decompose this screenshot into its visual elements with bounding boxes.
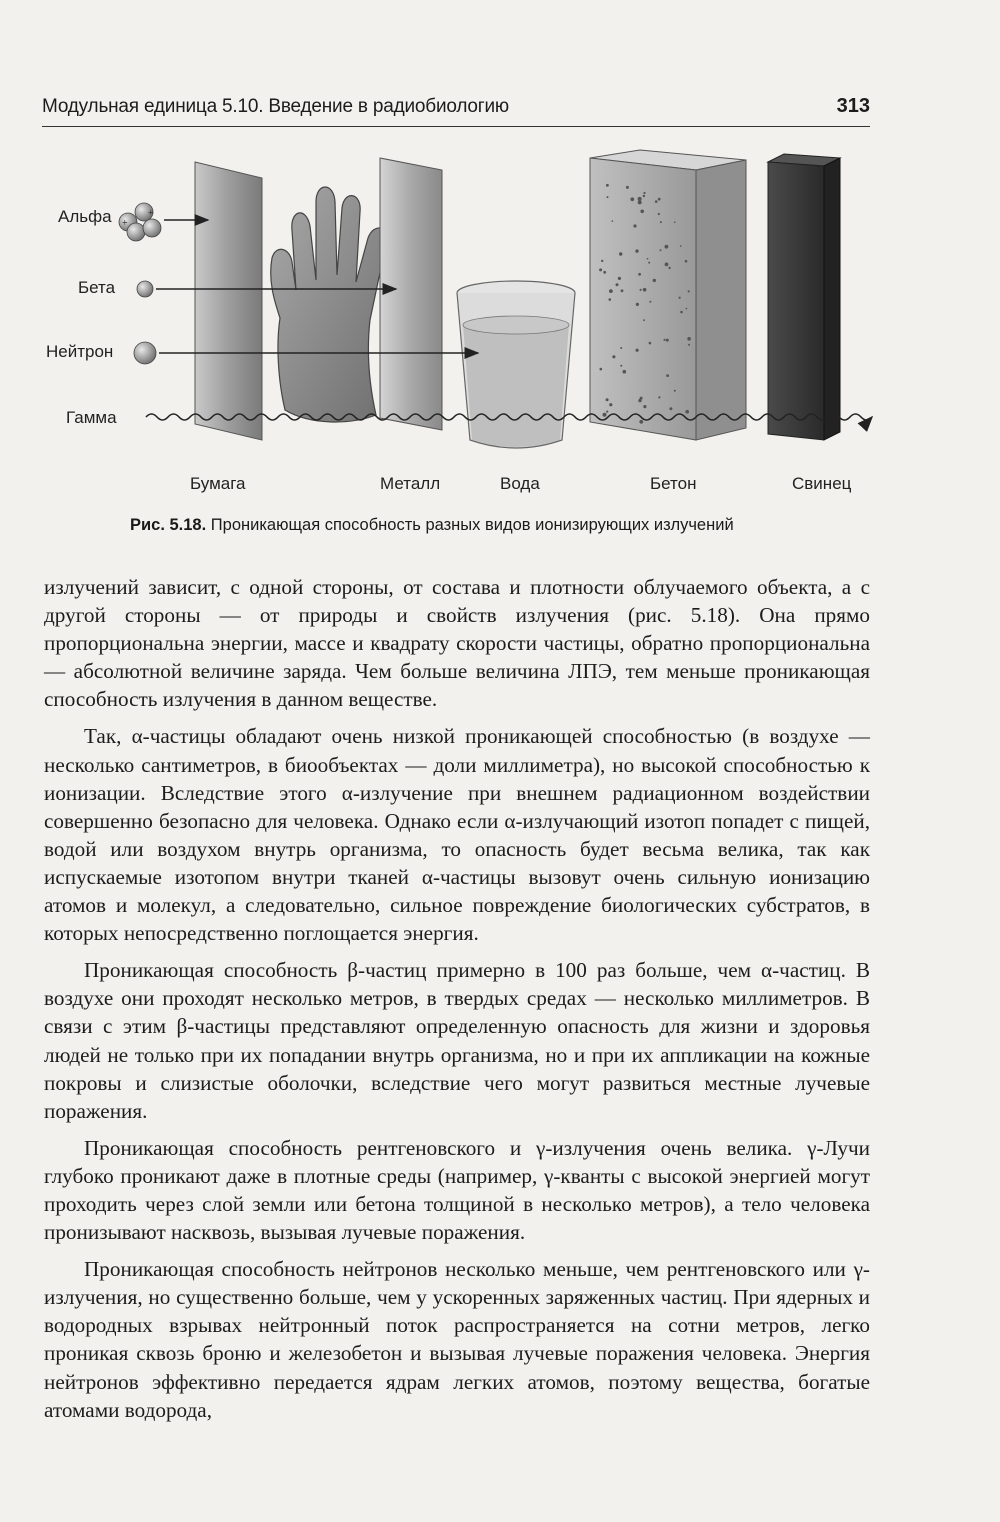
lead-block [768, 154, 840, 440]
alpha-particle [119, 203, 161, 241]
concrete-speckle [643, 195, 645, 197]
concrete-speckle [640, 210, 644, 214]
figure-illustration [40, 140, 880, 510]
paragraph: Проникающая способность β-частиц примерно в 100 раз больше, чем α-частиц. В воздухе они проходят несколько метров, в твердых средах — несколько миллиметров. В связи с этим β-частицы представляют определенную опасность для жизни и здоровья людей не только при их попадании внутрь организма, но и при их аппликации на кожные покровы и слизистые оболочки, вследствие чего могут развиться местные лучевые поражения. [44, 958, 870, 1123]
concrete-speckle [680, 245, 682, 247]
label-gamma: Гамма [66, 408, 117, 427]
figure-caption [130, 516, 870, 535]
concrete-speckle [655, 200, 658, 203]
concrete-speckle [679, 297, 681, 299]
water-glass [457, 281, 575, 448]
concrete-speckle [603, 271, 606, 274]
label-concrete: Бетон [650, 474, 697, 493]
concrete-speckle [688, 290, 690, 292]
concrete-speckle [668, 267, 670, 269]
concrete-speckle [601, 260, 603, 262]
concrete-speckle [658, 396, 660, 398]
paragraph: Проникающая способность нейтронов несколько меньше, чем рентгеновского или γ-излучения, но существенно больше, чем у ускоренных заряженных частиц. При ядерных и водородных взрывах нейтронный поток распространяется на сотни метров, легко проникая сквозь броню и железобетон и вызывая лучевые поражения человека. Энергия нейтронов эффективно передается ядрам легких атомов, поэтому вещества, богатые атомами водорода, [44, 1257, 870, 1422]
concrete-speckle [630, 197, 634, 201]
concrete-speckle [623, 370, 627, 374]
concrete-speckle [643, 288, 647, 292]
concrete-speckle [620, 347, 622, 349]
concrete-speckle [647, 258, 649, 260]
concrete-speckle [660, 221, 662, 223]
concrete-speckle [643, 192, 645, 194]
concrete-speckle [674, 221, 676, 223]
paragraph: Так, α-частицы обладают очень низкой проникающей способностью (в воздухе — несколько сантиметров, в биообъектах — доли миллиметра), но высокой способностью к ионизации. Вследствие этого α-излучение при внешнем радиационном воздействии совершенно безопасно для человека. Однако если α-излучающий изотоп попадет с пищей, водой или воздухом внутрь организма, то опасность будет весьма велика, так как испускаемые изотопом внутри тканей α-частицы вызовут очень сильную ионизацию атомов и молекул, а следовательно, сильное повреждение биологических субстратов, в которых непосредственно поглощается энергия. [44, 724, 870, 946]
concrete-speckle [638, 273, 641, 276]
concrete-speckle [612, 355, 615, 358]
hand-illustration [271, 187, 387, 422]
concrete-speckle [626, 186, 629, 189]
concrete-speckle [638, 399, 641, 402]
concrete-speckle [607, 196, 609, 198]
concrete-speckle [660, 249, 662, 251]
concrete-speckle [666, 339, 669, 342]
concrete-speckle [606, 411, 608, 413]
concrete-speckle [674, 390, 676, 392]
concrete-speckle [658, 213, 660, 215]
concrete-speckle [621, 289, 624, 292]
concrete-speckle [618, 277, 621, 280]
metal-sheet [380, 158, 442, 430]
concrete-speckle [635, 249, 638, 252]
figure-caption-number: Рис. 5.18. [130, 516, 207, 534]
label-neutron: Нейтрон [46, 342, 114, 361]
concrete-speckle [669, 407, 672, 410]
beta-particle [137, 281, 153, 297]
concrete-speckle [663, 339, 665, 341]
concrete-speckle [606, 398, 609, 401]
concrete-speckle [687, 337, 691, 341]
page-number: 313 [836, 95, 870, 117]
concrete-speckle [609, 298, 612, 301]
concrete-speckle [658, 198, 661, 201]
concrete-speckle [616, 283, 619, 286]
concrete-speckle [612, 220, 614, 222]
paper-sheet [195, 162, 262, 440]
concrete-speckle [643, 405, 646, 408]
concrete-speckle [638, 197, 642, 201]
paragraph: Проникающая способность рентгеновского и γ-излучения очень велика. γ-Лучи глубоко проникают даже в плотные среды (например, γ-кванты с высокой энергией могут проходить через слой земли или бетона толщиной в несколько метров), а тело человека пронизывают насквозь, вызывая лучевые поражения. [44, 1135, 870, 1245]
concrete-speckle [643, 319, 645, 321]
concrete-speckle [606, 184, 609, 187]
concrete-speckle [688, 344, 690, 346]
concrete-speckle [638, 200, 642, 204]
concrete-speckle [649, 301, 651, 303]
concrete-speckle [685, 260, 688, 263]
concrete-speckle [686, 308, 688, 310]
label-metal: Металл [380, 474, 441, 493]
concrete-speckle [648, 262, 650, 264]
figure-caption-text: Проникающая способность разных видов ионизирующих излучений [210, 516, 734, 534]
penetration-figure [40, 140, 880, 550]
concrete-speckle [636, 349, 639, 352]
concrete-speckle [640, 289, 642, 291]
concrete-speckle [609, 403, 612, 406]
label-water: Вода [500, 474, 540, 493]
concrete-speckle [639, 420, 643, 424]
paragraph: излучений зависит, с одной стороны, от состава и плотности облучаемого объекта, а с другой стороны — от природы и свойств излучения (рис. 5.18). Она прямо пропорциональна энергии, массе и квадрату скорости частицы, обратно пропорциональна — абсолютной величине заряда. Чем больше величина ЛПЭ, тем меньше проникающая способность излучения в данном веществе. [44, 575, 870, 712]
concrete-speckle [619, 252, 622, 255]
concrete-speckle [609, 289, 613, 293]
concrete-speckle [649, 342, 652, 345]
neutron-particle [134, 342, 156, 364]
concrete-speckle [685, 410, 689, 414]
concrete-speckle [599, 268, 602, 271]
concrete-speckle [620, 365, 622, 367]
label-lead: Свинец [792, 474, 852, 493]
concrete-speckle [665, 263, 669, 267]
label-beta: Бета [78, 278, 116, 297]
concrete-speckle [665, 245, 669, 249]
svg-text:+: + [148, 208, 154, 219]
concrete-speckle [636, 303, 639, 306]
body-text [44, 573, 870, 1433]
label-alpha: Альфа [58, 207, 112, 226]
concrete-speckle [680, 311, 683, 314]
concrete-speckle [600, 368, 603, 371]
concrete-speckle [666, 374, 669, 377]
concrete-speckle [633, 224, 636, 227]
concrete-block [590, 150, 746, 440]
label-paper: Бумага [190, 474, 246, 493]
running-header-title: Модульная единица 5.10. Введение в радиобиологию [42, 96, 509, 117]
concrete-speckle [653, 279, 656, 282]
svg-text:+: + [122, 218, 128, 229]
running-header [42, 92, 870, 127]
concrete-speckle [603, 413, 607, 417]
